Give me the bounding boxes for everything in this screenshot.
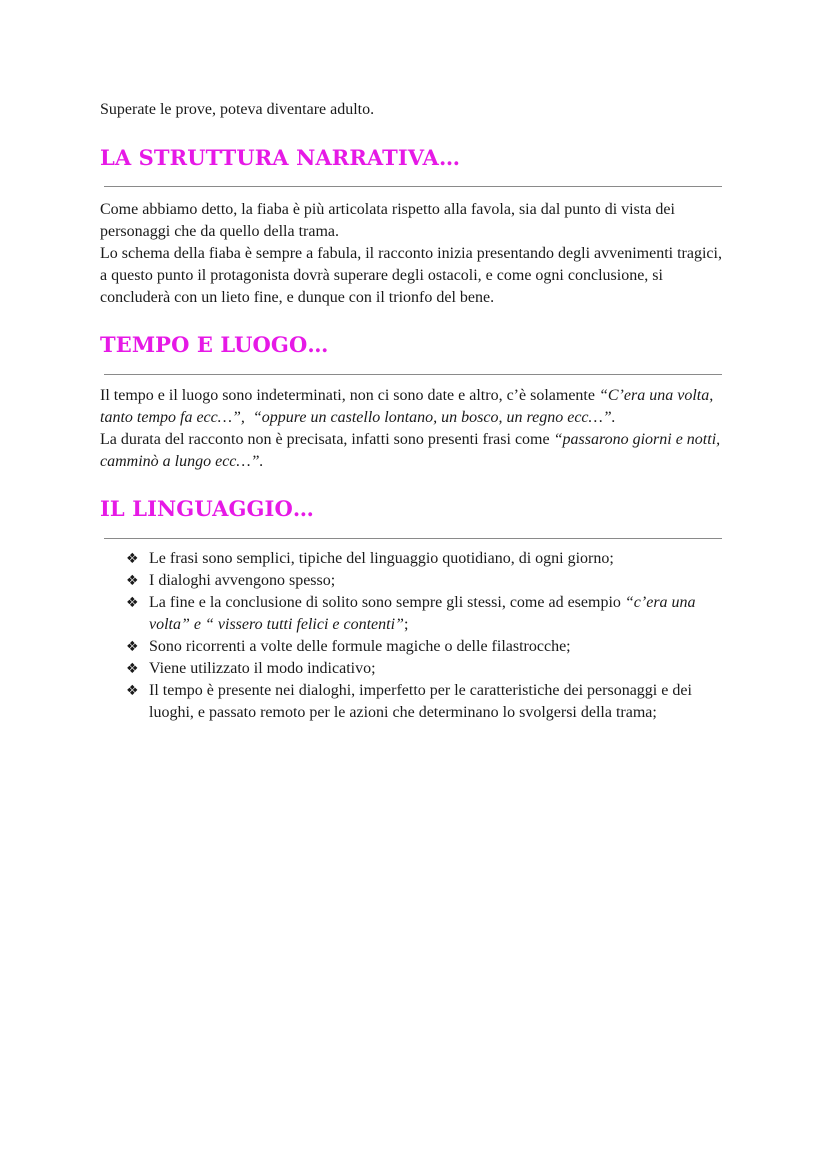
quote-text: “oppure un castello lontano, un bosco, un regno ecc…”. [252,409,616,426]
list-item-text: La fine e la conclusione di solito sono sempre gli stessi, come ad esempio [149,594,625,611]
section-title-tempo-e-luogo: TEMPO E LUOGO… [100,332,329,357]
paragraph: Lo schema della fiaba è sempre a fabula, il racconto inizia presentando degli avvenimenti tragici, a questo punto il protagonista dovrà superare degli ostacoli, e come ogni conclusione, si concluderà con un lieto fine, e dunque con il trionfo del bene. [100,245,722,306]
quote-text: “C’era una volta, tanto tempo fa ecc…”, [100,387,714,426]
diamond-bullet-icon: ❖ [126,639,139,655]
diamond-bullet-icon: ❖ [126,551,139,567]
section-body-tempo-e-luogo [100,385,728,473]
diamond-bullet-icon: ❖ [126,661,139,677]
quote-text: “c’era una volta” e “ vissero tutti felici e contenti” [149,594,696,633]
paragraph: Come abbiamo detto, la fiaba è più articolata rispetto alla favola, sia dal punto di vista dei personaggi che da quello della trama. [100,201,675,240]
paragraph-text: Il tempo e il luogo sono indeterminati, non ci sono date e altro, c’è solamente [100,387,599,404]
section-title-struttura-narrativa: LA STRUTTURA NARRATIVA… [100,145,461,170]
list-item [100,658,728,680]
section-divider [104,374,722,375]
list-item [100,680,728,724]
intro-text: Superate le prove, poteva diventare adulto. [100,101,375,118]
list-item-text: Il tempo è presente nei dialoghi, imperfetto per le caratteristiche dei personaggi e dei luoghi, e passato remoto per le azioni che determinano lo svolgersi della trama; [149,682,692,721]
paragraph-text: La durata del racconto non è precisata, infatti sono presenti frasi come [100,431,554,448]
list-item [100,592,728,636]
diamond-bullet-icon: ❖ [126,683,139,699]
list-item [100,636,728,658]
list-item-text: ; [403,616,409,633]
list-item-text: Le frasi sono semplici, tipiche del linguaggio quotidiano, di ogni giorno; [149,550,614,567]
section-divider [104,538,722,539]
diamond-bullet-icon: ❖ [126,595,139,611]
diamond-bullet-icon: ❖ [126,573,139,589]
section-title-il-linguaggio: IL LINGUAGGIO… [100,496,314,521]
list-item-text: Viene utilizzato il modo indicativo; [149,660,376,677]
linguaggio-list [100,548,728,724]
section-body-struttura-narrativa [100,199,728,309]
quote-text: “passarono giorni e notti, camminò a lungo ecc…”. [100,431,721,470]
paragraph [100,429,728,473]
section-divider [104,186,722,187]
list-item-text: I dialoghi avvengono spesso; [149,572,336,589]
paragraph [100,385,728,429]
list-item [100,570,728,592]
list-item-text: Sono ricorrenti a volte delle formule magiche o delle filastrocche; [149,638,571,655]
list-item [100,548,728,570]
